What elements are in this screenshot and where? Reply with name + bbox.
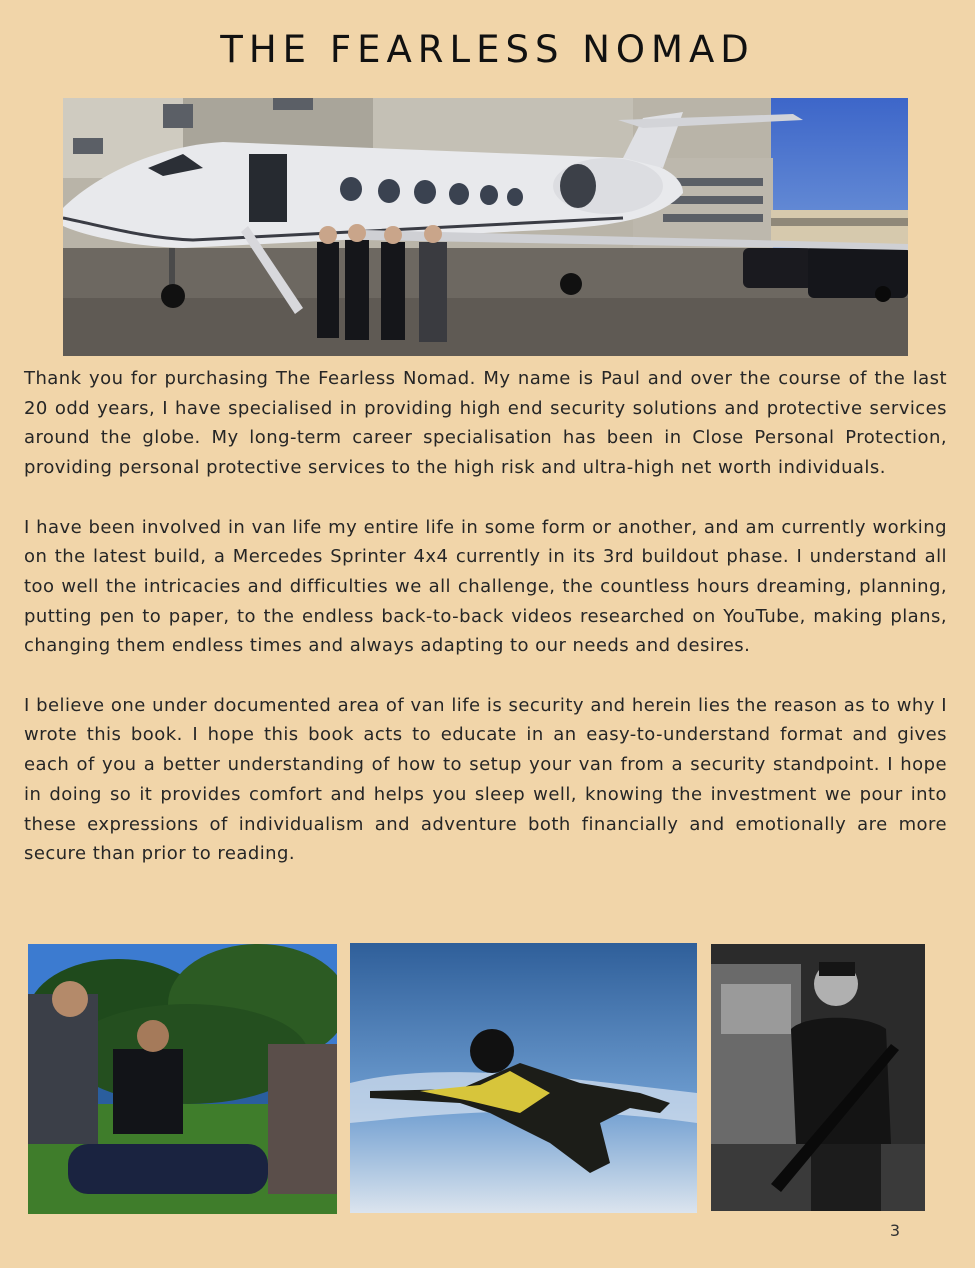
- hero-jet-photo: [63, 98, 908, 356]
- page-title: THE FEARLESS NOMAD: [220, 28, 755, 71]
- paragraph-2: I have been involved in van life my entire life in some form or another, and am currently working on the latest build, a Mercedes Sprinter 4x4 currently in its 3rd buildout phase. I understand all too well the intricacies and difficulties we all challenge, the countless hours dreaming, planning, putting pen to paper, to the endless back-to-back videos researched on YouTube, making plans, changing them endless times and always adapting to our needs and desires.: [24, 516, 947, 657]
- paragraph-1: Thank you for purchasing The Fearless Nomad. My name is Paul and over the course of the last 20 odd years, I have specialised in providing high end security solutions and protective services around the globe. My long-term career specialisation has been in Close Personal Protection, providing personal protective services to the high risk and ultra-high net worth individuals.: [24, 368, 947, 479]
- paragraph-3: I believe one under documented area of van life is security and herein lies the reason as to why I wrote this book. I hope this book acts to educate in an easy-to-understand format and gives each of you a better understanding of how to setup your van from a security standpoint. I hope in doing so it provides comfort and helps you sleep well, knowing the investment we pour into these expressions of individualism and adventure both financially and emotionally are more secure than prior to reading.: [24, 694, 947, 865]
- intro-text: [24, 364, 947, 899]
- outdoor-group-photo: [28, 944, 337, 1214]
- skydiver-photo: [350, 943, 697, 1213]
- page-number: 3: [889, 1221, 901, 1240]
- portrait-with-rifle-photo: [711, 944, 925, 1211]
- private-jet-illustration: [63, 98, 908, 356]
